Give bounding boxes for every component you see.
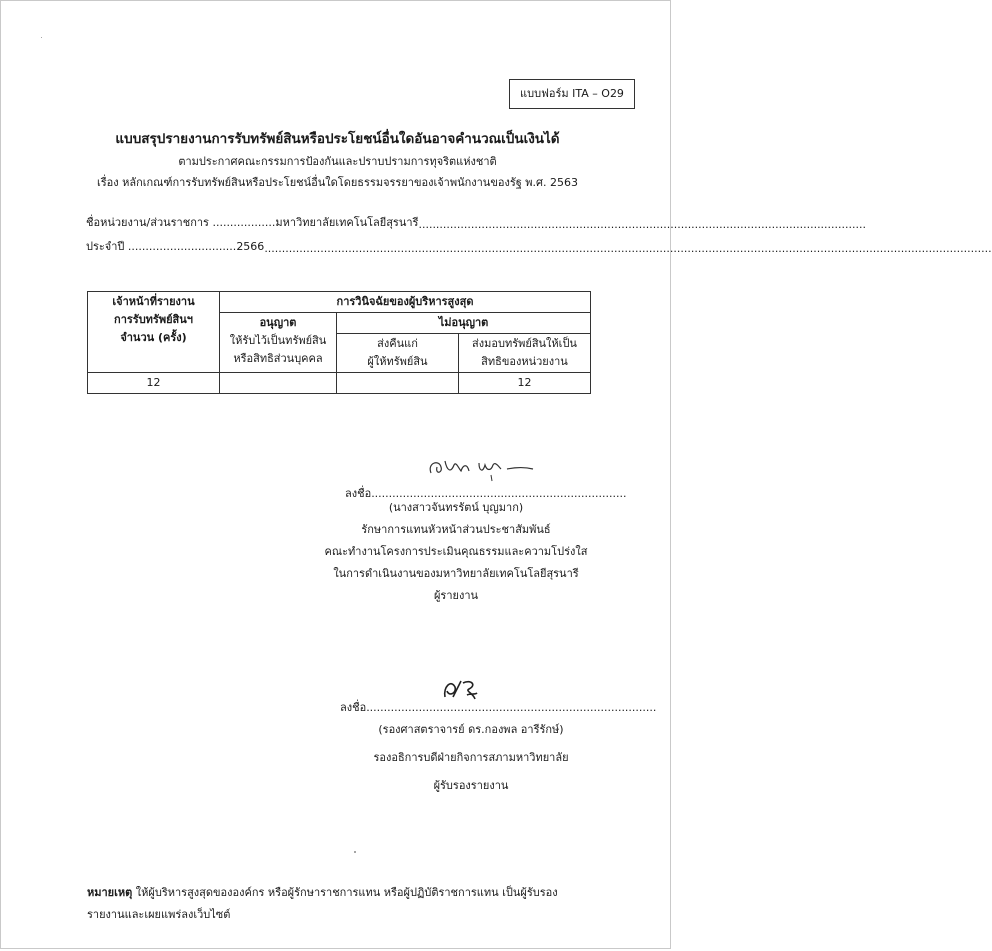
year-trail-dots: ................................................................................................................................................................................................................ [264,242,992,255]
approver-sign-line [340,698,656,716]
decision-header: การวินิจฉัยของผู้บริหารสูงสุด [220,292,591,313]
approver-name: (รองศาสตราจารย์ ดร.กองพล อารีรักษ์) [378,723,564,736]
reporter-role: ผู้รายงาน [433,589,479,602]
note-block [87,882,617,926]
reporter-sign-label: ลงชื่อ [345,487,372,500]
note-label: หมายเหตุ [87,886,133,899]
year-value: 2566 [236,240,265,253]
note-text-2: รายงานและเผยแพร่ลงเว็บไซต์ [87,908,231,921]
agency-trail-dots: ................................................................................................................................ [418,218,867,231]
summary-table [87,291,591,394]
form-code-box: แบบฟอร์ม ITA – O29 [509,79,635,109]
reporter-sign-dots: ......................................................................... [371,487,627,500]
scan-speck [41,37,42,38]
year-label: ประจำปี [86,240,125,253]
reporter-block [301,497,611,607]
disapprove-header: ไม่อนุญาต [337,313,591,334]
year-lead-dots: ............................... [127,240,237,253]
reports-count-cell: 12 [88,373,220,394]
reports-count-header: เจ้าหน้าที่รายงาน การรับทรัพย์สินฯ จำนวน (ครั้ง) [88,292,220,373]
approver-role: ผู้รับรองรายงาน [433,779,509,792]
approver-sign-label: ลงชื่อ [340,701,367,714]
approver-block [316,719,626,797]
approver-position-1: รองอธิการบดีฝ่ายกิจการสภามหาวิทยาลัย [373,751,569,764]
reporter-name: (นางสาวจันทรรัตน์ บุญมาก) [388,501,524,514]
scan-speck [354,851,356,853]
transfer-cell: 12 [459,373,591,394]
reporter-position-1: รักษาการแทนหัวหน้าส่วนประชาสัมพันธ์ [361,523,551,536]
document-subtitle-2: เรื่อง หลักเกณฑ์การรับทรัพย์สินหรือประโยชน์อื่นใดโดยธรรมจรรยาของเจ้าพนักงานของรัฐ พ.ศ. 2563 [96,176,579,189]
year-field [86,237,992,255]
return-cell [337,373,459,394]
reporter-position-2: คณะทำงานโครงการประเมินคุณธรรมและความโปร่งใส [324,545,588,558]
approve-header: อนุญาต ให้รับไว้เป็นทรัพย์สิน หรือสิทธิส่วนบุคคล [220,313,337,373]
document-title: แบบสรุปรายงานการรับทรัพย์สินหรือประโยชน์อื่นใดอันอาจคำนวณเป็นเงินได้ [115,131,560,147]
agency-lead-dots: .................. [212,216,276,229]
return-header: ส่งคืนแก่ ผู้ให้ทรัพย์สิน [337,334,459,373]
agency-value: มหาวิทยาลัยเทคโนโลยีสุรนารี [275,216,419,229]
agency-label: ชื่อหน่วยงาน/ส่วนราชการ [86,216,209,229]
table-row [88,373,591,394]
document-subtitle-1: ตามประกาศคณะกรรมการป้องกันและปราบปรามการทุจริตแห่งชาติ [178,155,497,168]
note-text-1: ให้ผู้บริหารสูงสุดขององค์กร หรือผู้รักษาราชการแทน หรือผู้ปฏิบัติราชการแทน เป็นผู้รับรอง [132,886,558,899]
agency-field [86,213,867,231]
approve-cell [220,373,337,394]
approver-sign-dots: ................................................................................... [366,701,657,714]
transfer-header: ส่งมอบทรัพย์สินให้เป็น สิทธิของหน่วยงาน [459,334,591,373]
reporter-signature-icon [421,453,541,483]
reporter-position-3: ในการดำเนินงานของมหาวิทยาลัยเทคโนโลยีสุรนารี [333,567,579,580]
